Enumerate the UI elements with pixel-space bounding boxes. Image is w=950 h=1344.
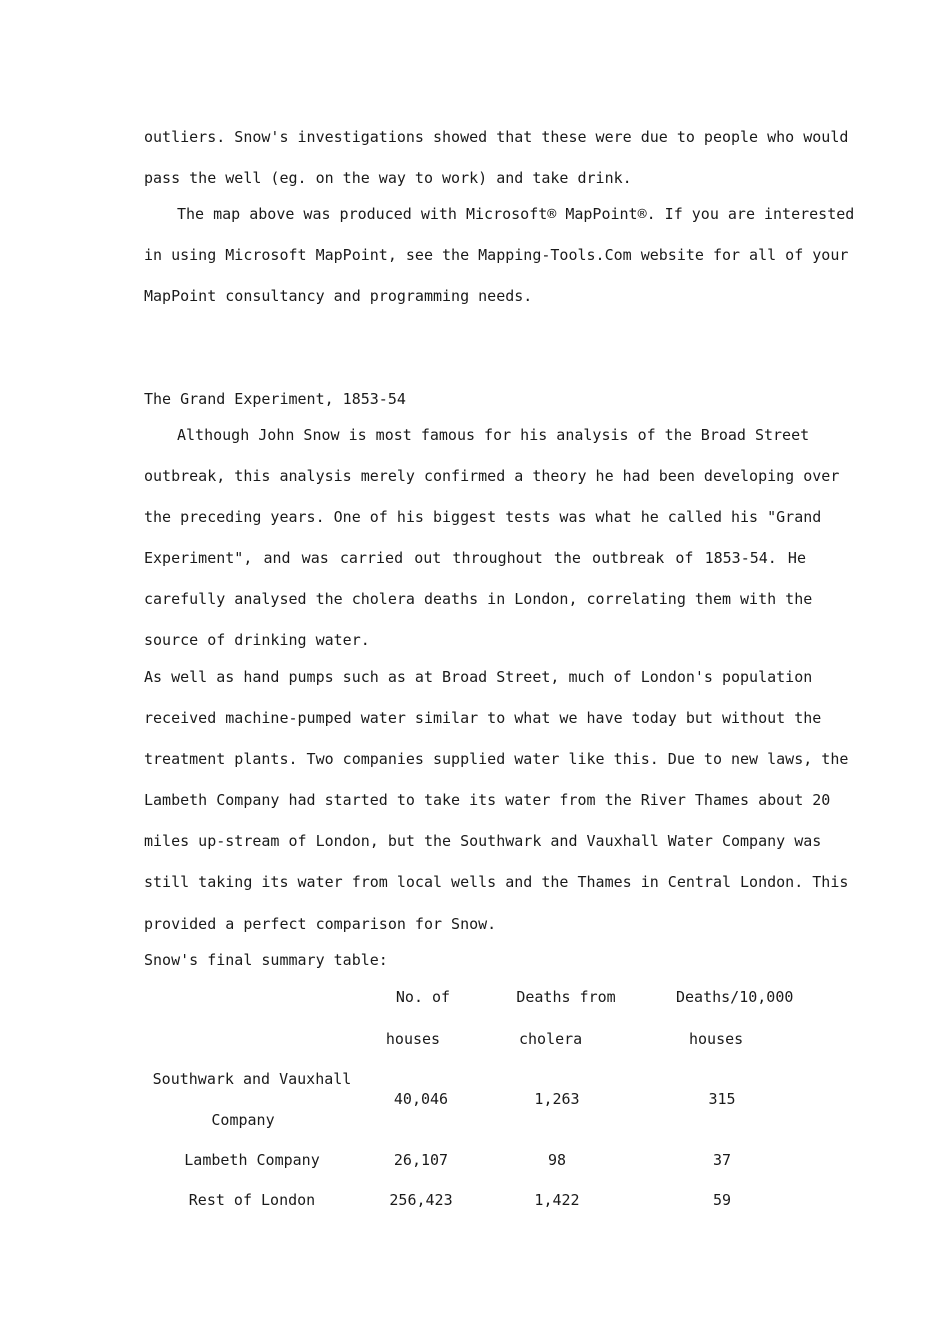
paragraph-line: The map above was produced with Microsoft® MapPoint®. If you are interested xyxy=(177,205,855,223)
paragraph-line: provided a perfect comparison for Snow. xyxy=(144,915,497,933)
paragraph-line: MapPoint consultancy and programming needs. xyxy=(144,287,533,305)
paragraph-line: outliers. Snow's investigations showed that these were due to people who would xyxy=(144,128,849,146)
paragraph-line: Although John Snow is most famous for his analysis of the Broad Street xyxy=(177,426,810,444)
paragraph-line: still taking its water from local wells and the Thames in Central London. This xyxy=(144,873,849,891)
header-deaths-line1: Deaths from xyxy=(516,988,616,1006)
row-name-line1: Rest of London xyxy=(188,1191,316,1209)
row-name-line1: Southwark and Vauxhall xyxy=(152,1070,352,1088)
paragraph-line: source of drinking water. xyxy=(144,631,370,649)
paragraph-line: outbreak, this analysis merely confirmed a theory he had been developing over xyxy=(144,467,840,485)
header-rate-line1: Deaths/10,000 xyxy=(676,988,794,1006)
paragraph-line: treatment plants. Two companies supplied water like this. Due to new laws, the xyxy=(144,750,849,768)
section-heading: The Grand Experiment, 1853-54 xyxy=(144,390,406,408)
paragraph-line: Experiment", and was carried out throughout the outbreak of 1853-54. He xyxy=(144,549,806,567)
header-rate-line2: houses xyxy=(689,1030,744,1048)
row-rate: 37 xyxy=(712,1151,732,1169)
table-caption: Snow's final summary table: xyxy=(144,951,388,969)
row-houses: 256,423 xyxy=(389,1191,453,1209)
header-houses-line1: No. of xyxy=(395,988,451,1006)
header-houses-line2: houses xyxy=(385,1030,441,1048)
row-rate: 315 xyxy=(708,1090,736,1108)
row-deaths: 1,422 xyxy=(534,1191,580,1209)
paragraph-line: miles up-stream of London, but the Southwark and Vauxhall Water Company was xyxy=(144,832,822,850)
row-houses: 40,046 xyxy=(393,1090,449,1108)
row-deaths: 1,263 xyxy=(534,1090,580,1108)
paragraph-line: in using Microsoft MapPoint, see the Mapping-Tools.Com website for all of your xyxy=(144,246,849,264)
paragraph-line: carefully analysed the cholera deaths in London, correlating them with the xyxy=(144,590,813,608)
header-deaths-line2: cholera xyxy=(519,1030,583,1048)
paragraph-line: pass the well (eg. on the way to work) and take drink. xyxy=(144,169,632,187)
paragraph-line: the preceding years. One of his biggest tests was what he called his "Grand xyxy=(144,508,822,526)
row-deaths: 98 xyxy=(547,1151,567,1169)
row-houses: 26,107 xyxy=(393,1151,449,1169)
row-name-line2: Company xyxy=(211,1111,275,1129)
paragraph-line: received machine-pumped water similar to what we have today but without the xyxy=(144,709,822,727)
row-rate: 59 xyxy=(712,1191,732,1209)
row-name-line1: Lambeth Company xyxy=(184,1151,320,1169)
paragraph-line: Lambeth Company had started to take its water from the River Thames about 20 xyxy=(144,791,831,809)
paragraph-line: As well as hand pumps such as at Broad Street, much of London's population xyxy=(144,668,813,686)
